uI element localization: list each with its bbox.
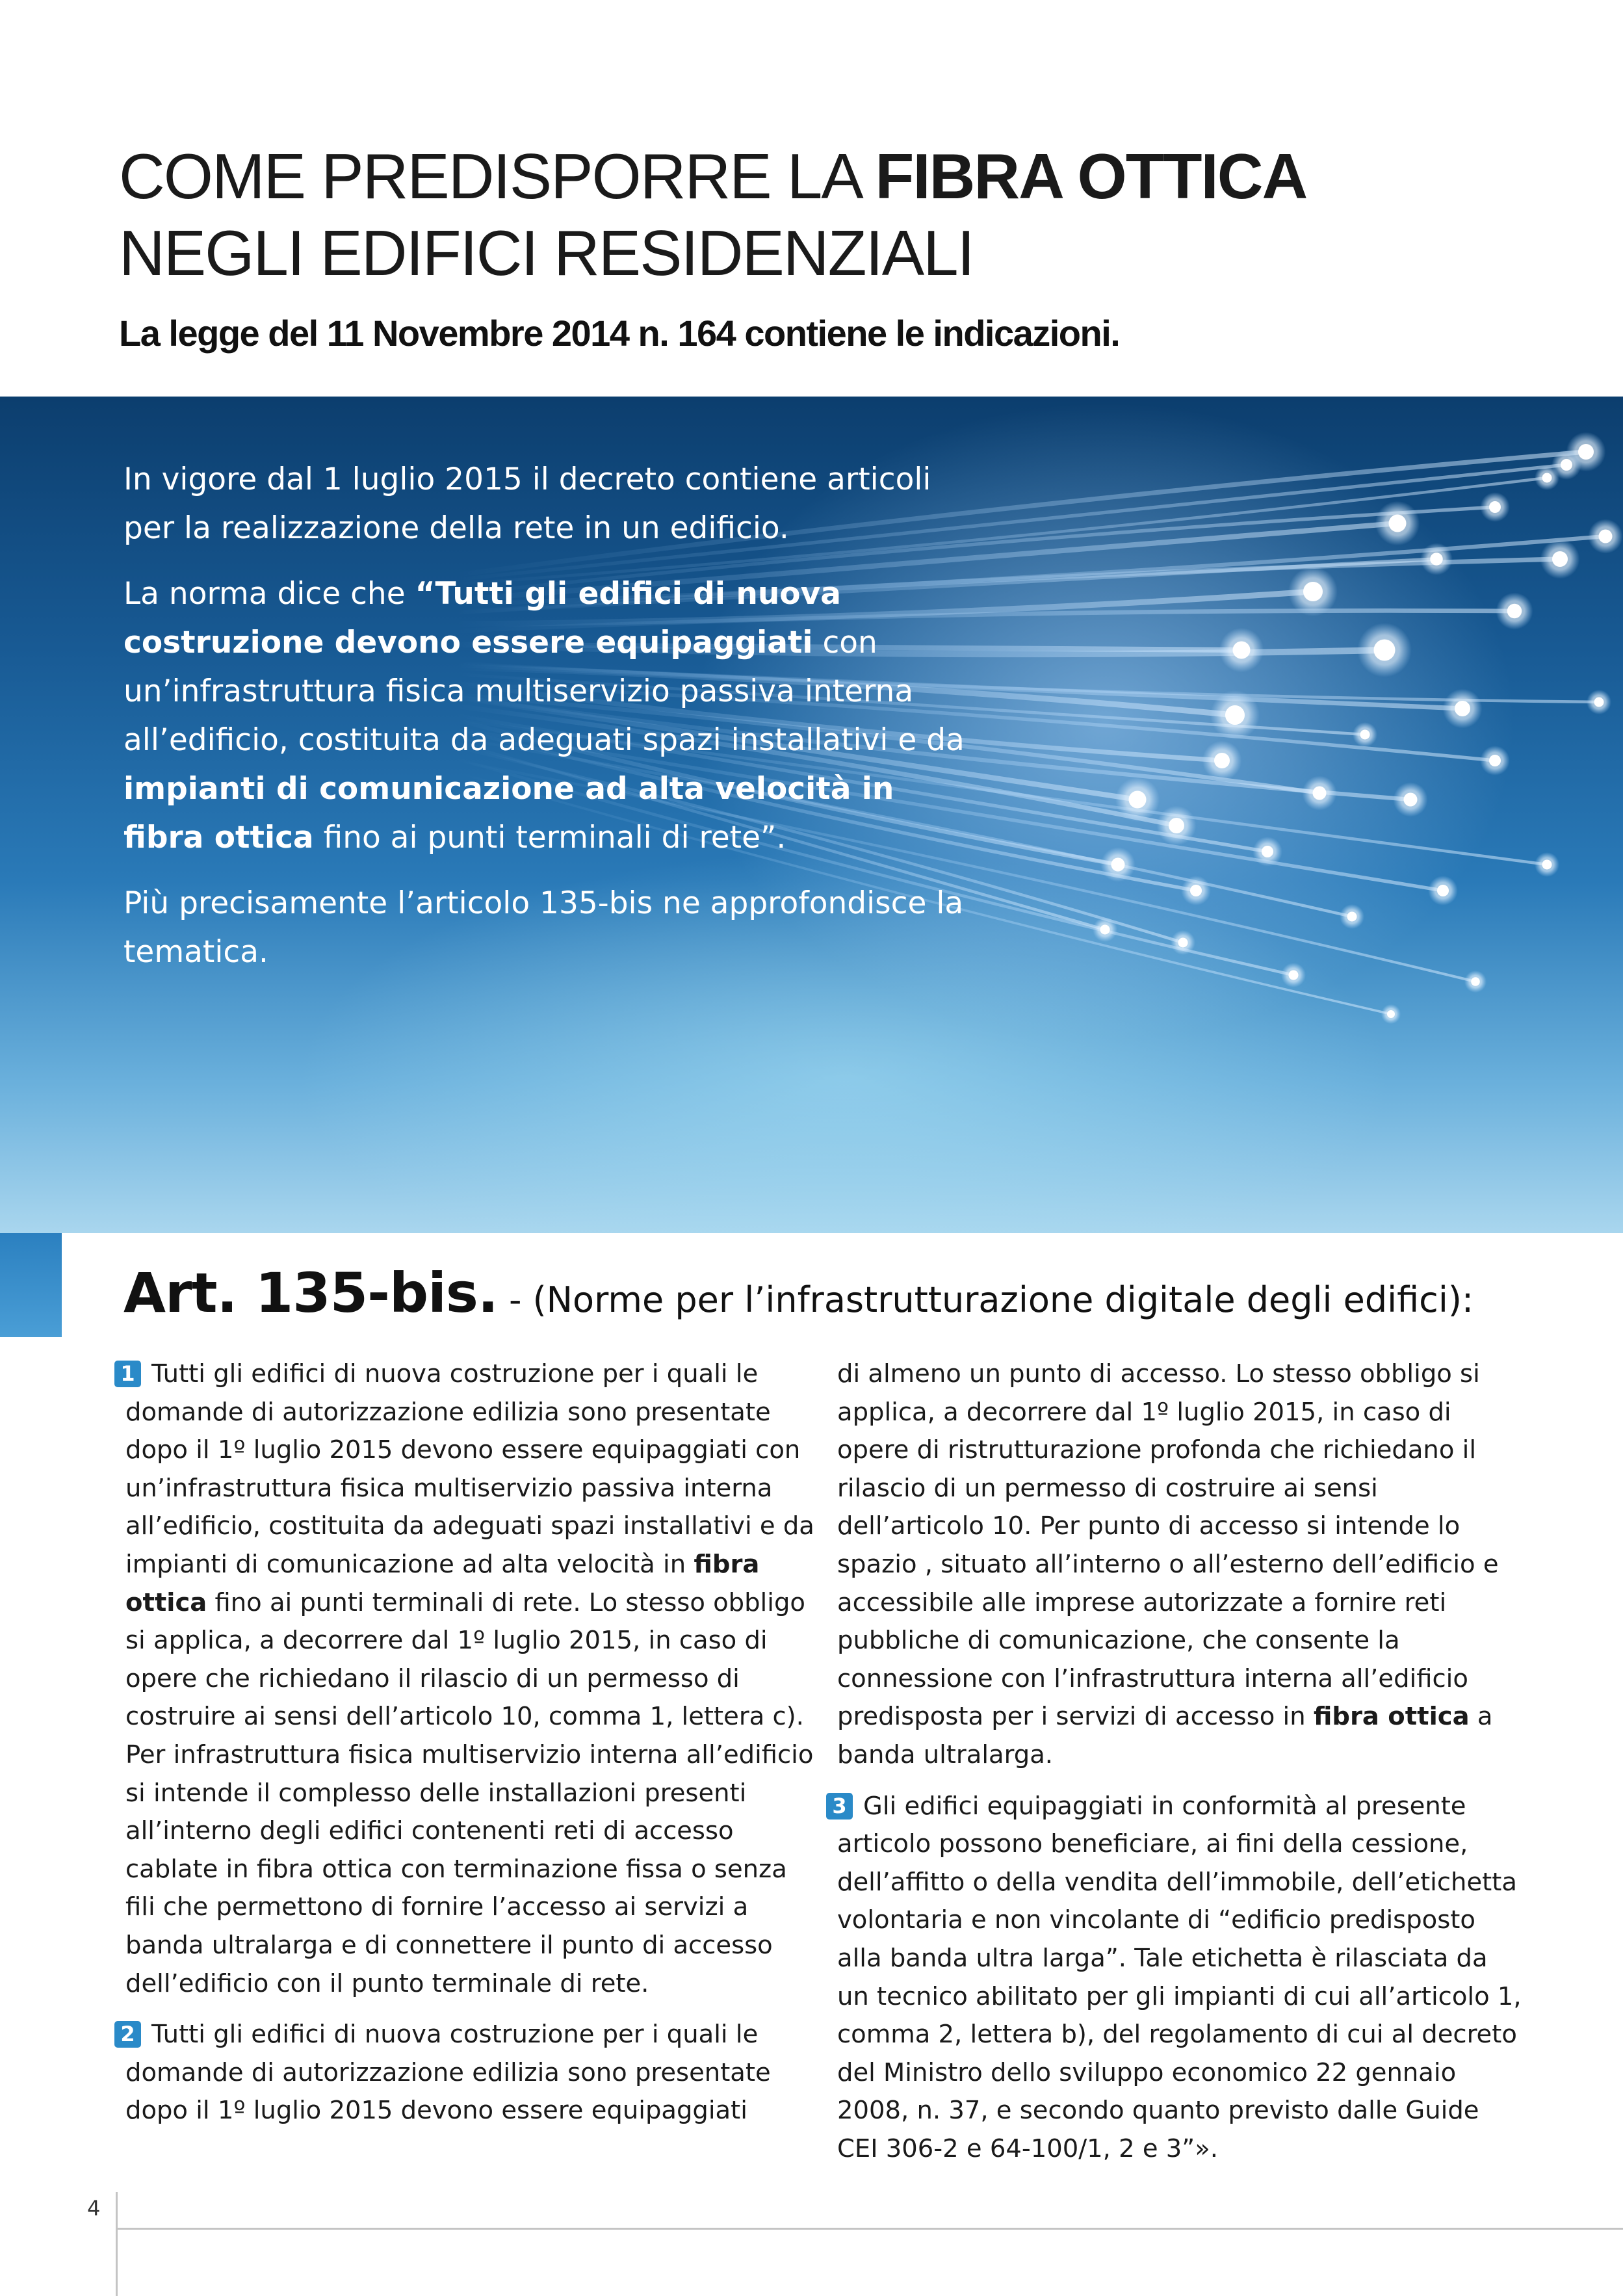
fiber-tip <box>1313 787 1327 800</box>
fiber-tip <box>1578 444 1594 460</box>
footer-vertical-rule <box>116 2192 118 2296</box>
fiber-tip <box>1455 701 1470 716</box>
title-line1-regular: COME PREDISPORRE LA <box>119 140 876 212</box>
hero-p2-part-e: fino ai punti terminali di rete”. <box>313 820 786 855</box>
fiber-tip <box>1552 551 1568 567</box>
article-item-3 <box>832 1788 1526 2169</box>
fiber-tip <box>1225 705 1245 725</box>
item-3-text-a: Gli edifici equipaggiati in conformità al presente articolo possono beneficiare, ai fini della cessione, dell’affitto o della vendita dell’immobile, dell’etichetta volontaria e non vincolante di “edificio predisposto alla banda ultra larga”. Tale etichetta è rilasciata da un tecnico abilitato per gli impianti di cui all’articolo 1, comma 2, lettera b), del regolamento di cui al decreto del Ministro dello sviluppo economico 22 gennaio 2008, n. 37, e secondo quanto previsto dalle Guide CEI 306-2 e 64-100/1, 2 e 3”». <box>837 1791 1522 2163</box>
hero-paragraph-2 <box>123 569 968 862</box>
footer-horizontal-rule <box>117 2228 1623 2230</box>
fiber-tip <box>1561 459 1572 471</box>
fiber-tip <box>1389 515 1407 532</box>
item-number-badge: 1 <box>114 1361 141 1387</box>
fiber-tip <box>1169 818 1184 833</box>
article-item-2-continued <box>837 1355 1526 1775</box>
title-line2: NEGLI EDIFICI RESIDENZIALI <box>119 217 974 289</box>
hero-text-block <box>123 455 968 993</box>
fiber-tip <box>1360 730 1370 740</box>
fiber-tip <box>1542 860 1552 870</box>
fiber-tip <box>1489 755 1501 766</box>
item-number-badge: 3 <box>826 1793 853 1820</box>
article-heading <box>123 1261 1474 1325</box>
title-line1-bold: FIBRA OTTICA <box>875 140 1307 212</box>
hero-paragraph-3: Più precisamente l’articolo 135-bis ne approfondisce la tematica. <box>123 885 964 970</box>
item-2-cont-a: di almeno un punto di accesso. Lo stesso obbligo si applica, a decorrere dal 1º luglio 2015, in caso di opere di ristrutturazione profonda che richiedano il rilascio di un permesso di costruire ai sensi dell’articolo 10. Per punto di accesso si intende lo spazio , situato all’interno o all’esterno dell’edificio e accessibile alle imprese autorizzate a fornire reti pubbliche di comunicazione, che consente la connessione con l’infrastruttura interna all’edificio predisposta per i servizi di accesso in <box>837 1359 1499 1732</box>
fiber-tip <box>1374 640 1396 661</box>
item-2-cont-bold: fibra ottica <box>1313 1702 1470 1732</box>
fiber-optic-hero-image <box>0 397 1623 1233</box>
fiber-tip <box>1190 885 1202 896</box>
fiber-tip <box>1233 642 1251 659</box>
page-title <box>119 138 1306 291</box>
fiber-tip <box>1289 971 1299 980</box>
article-column-left <box>120 1355 814 2143</box>
fiber-tip <box>1347 912 1357 922</box>
hero-p2-bold-quote: “Tutti gli edifici di nuova costruzione devono essere equipaggiati <box>123 576 841 660</box>
fiber-tip <box>1489 501 1501 513</box>
fiber-tip <box>1437 885 1449 896</box>
subtitle: La legge del 11 Novembre 2014 n. 164 contiene le indicazioni. <box>119 313 1120 354</box>
hero-p2-part-a: La norma dice che <box>123 576 415 612</box>
article-heading-number: Art. 135-bis. <box>123 1261 498 1325</box>
article-column-right <box>832 1355 1526 2181</box>
fiber-tip <box>1111 858 1125 872</box>
fiber-tip <box>1430 553 1443 566</box>
item-1-text-c: fino ai punti terminali di rete. Lo stesso obbligo si applica, a decorrere dal 1º luglio 2015, in caso di opere che richiedano il rilascio di un permesso di costruire ai sensi dell’articolo 10, comma 1, lettera c). Per infrastruttura fisica multiservizio interna all’edificio si intende il complesso delle installazioni presenti all’interno degli edifici contenenti reti di accesso cablate in fibra ottica con terminazione fissa o senza fili che permettono di fornire l’accesso ai servizi a banda ultralarga e di connettere il punto di accesso dell’edificio con il punto terminale di rete. <box>125 1587 814 1998</box>
fiber-tip <box>1129 791 1147 809</box>
hero-paragraph-1: In vigore dal 1 luglio 2015 il decreto contiene articoli per la realizzazione della rete in un edificio. <box>123 462 931 546</box>
item-1-bold: fibra ottica <box>125 1549 760 1617</box>
article-item-1 <box>120 1355 814 2003</box>
article-heading-subtitle: - (Norme per l’infrastrutturazione digitale degli edifici): <box>497 1279 1474 1320</box>
fiber-tip <box>1471 977 1480 986</box>
accent-strip <box>0 1233 62 1337</box>
item-2-cont-c: a banda ultralarga. <box>837 1702 1493 1769</box>
fiber-tip <box>1178 938 1188 948</box>
fiber-tip <box>1599 530 1613 543</box>
fiber-tip <box>1542 473 1552 483</box>
fiber-tip <box>1404 793 1418 807</box>
item-1-text-a: Tutti gli edifici di nuova costruzione per i quali le domande di autorizzazione edilizia sono presentate dopo il 1º luglio 2015 devono essere equipaggiati con un’infrastruttura fisica multiservizio passiva interna all’edificio, costituita da adeguati spazi installativi e da impianti di comunicazione ad alta velocità in <box>125 1359 814 1579</box>
fiber-tip <box>1100 925 1110 935</box>
fiber-tip <box>1262 846 1273 857</box>
hero-p2-part-c: con un’infrastruttura fisica multiservizio passiva interna all’edificio, costituita da adeguati spazi installativi e da <box>123 625 965 758</box>
fiber-tip <box>1594 698 1604 707</box>
article-item-2 <box>120 2016 814 2130</box>
fiber-tip <box>1303 582 1323 601</box>
hero-p2-bold-fiber: impianti di comunicazione ad alta velocità in fibra ottica <box>123 771 894 855</box>
item-2-text-a: Tutti gli edifici di nuova costruzione per i quali le domande di autorizzazione edilizia sono presentate dopo il 1º luglio 2015 devono essere equipaggiati <box>125 2020 771 2126</box>
fiber-tip <box>1214 753 1230 768</box>
fiber-tip <box>1507 604 1522 619</box>
page-number: 4 <box>87 2196 101 2221</box>
fiber-tip <box>1387 1010 1395 1018</box>
item-number-badge: 2 <box>114 2021 141 2048</box>
